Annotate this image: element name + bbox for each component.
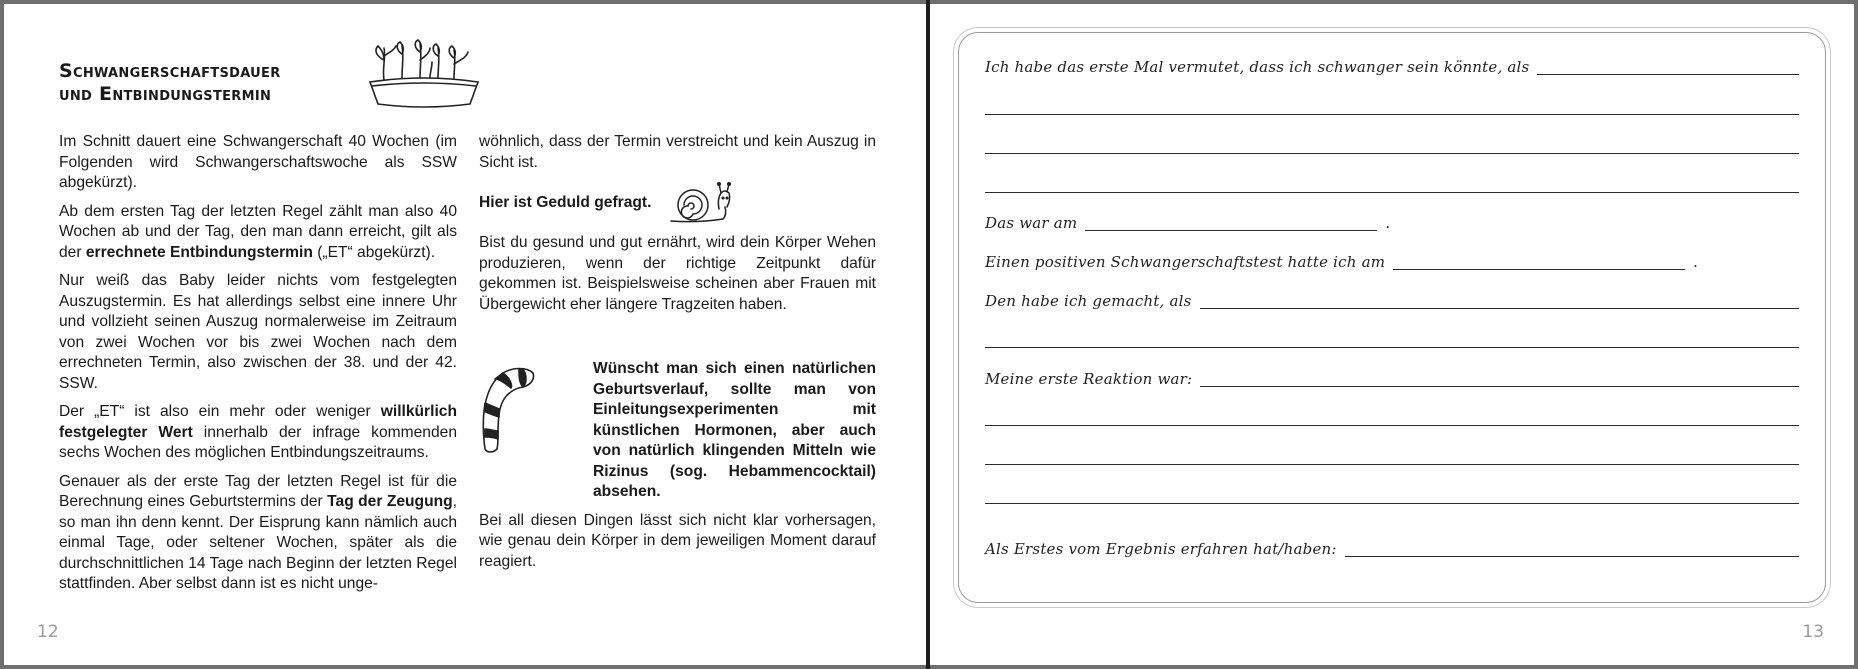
snail-icon [667, 181, 733, 225]
paragraph: Bist du gesund und gut ernährt, wird dein Körper Wehen produzieren, wenn der richtige Zeitpunkt dafür gekommen ist. Beispielsweise scheinen aber Frauen mit Übergewicht eher längere Tragzeiten haben. [479, 234, 876, 313]
write-line[interactable] [1200, 308, 1799, 309]
left-page [4, 4, 926, 665]
paragraph-text: Im Schnitt dauert eine Schwangerschaft 40 Wochen (im Folgenden wird Schwangerschaftswoche als SSW abgekürzt). [59, 133, 457, 191]
form-row [985, 56, 1799, 78]
form-row [985, 251, 1799, 273]
form-row [985, 485, 1799, 507]
form-row [985, 96, 1799, 118]
write-line[interactable] [985, 192, 1799, 193]
write-line[interactable] [985, 464, 1799, 465]
write-line[interactable] [1345, 556, 1799, 557]
paragraph-text: („ET“ abgekürzt). [312, 243, 436, 261]
form-prompt: Ich habe das erste Mal vermutet, dass ich schwanger sein könnte, als [985, 58, 1530, 76]
write-line[interactable] [985, 347, 1799, 348]
emphasis-text: Tag der Zeugung [327, 493, 453, 510]
paragraph-text: Nur weiß das Baby leider nichts vom festgelegten Auszugstermin. Es hat allerdings selbst eine innere Uhr und vollzieht seinen Auszug normalerweise im Zeitraum von zwei Wochen vor bis zwei Wochen nach dem errechneten Termin, also zwischen der 38. und der 42. SSW. [59, 272, 457, 392]
geduld-row [479, 181, 876, 225]
form-prompt: Den habe ich gemacht, als [985, 292, 1192, 310]
paragraph-text: innerhalb der infrage kommenden sechs Wochen des möglichen Entbindungszeitraums. [59, 423, 457, 461]
form-row [985, 135, 1799, 157]
emphasis-text: errechnete Entbindungstermin [85, 243, 313, 261]
form-prompt: Einen positiven Schwangerschaftstest hatte ich am [985, 253, 1386, 271]
boomerang-icon-wrap [479, 359, 581, 503]
paragraph-text: , so man ihn denn kennt. Der Eisprung kann nämlich auch einmal Tage, oder seltener Wochen, später als die durchschnittlichen 14 Tage nach Beginn der letzten Regel stattfinden. Aber selbst dann ist es nicht unge- [59, 493, 457, 592]
write-line[interactable] [1393, 269, 1685, 270]
form-row [985, 174, 1799, 196]
write-line[interactable] [985, 153, 1799, 154]
geduld-heading: Hier ist Geduld gefragt. [479, 193, 652, 211]
paragraph: Bei all diesen Dingen lässt sich nicht klar vorhersagen, wie genau dein Körper in dem jeweiligen Moment darauf reagiert. [479, 511, 876, 570]
title-line-2: und Entbindungstermin [59, 83, 272, 105]
form-row [985, 446, 1799, 468]
write-line[interactable] [1537, 74, 1799, 75]
paragraph [59, 202, 457, 264]
page-number: 13 [1802, 622, 1824, 642]
form-row [985, 329, 1799, 351]
write-line[interactable] [1200, 386, 1799, 387]
paragraph [59, 132, 457, 194]
text-column-left [59, 132, 457, 603]
emphasis-text: willkürlich festgelegter Wert [59, 403, 457, 441]
form-row [985, 290, 1799, 312]
title-line-1: Schwangerschaftsdauer [59, 60, 281, 82]
paragraph-text: Genauer als der erste Tag der letzten Regel ist für die Berechnung eines Geburtstermins der [59, 472, 457, 510]
paragraph: wöhnlich, dass der Termin verstreicht und kein Auszug in Sicht ist. [479, 133, 876, 171]
paragraph [59, 472, 457, 595]
form-prompt: Meine erste Reaktion war: [985, 370, 1193, 388]
period: . [1693, 253, 1698, 271]
form-prompt: Das war am [985, 214, 1078, 232]
text-column-right [479, 132, 876, 580]
write-line[interactable] [985, 503, 1799, 504]
form-row [985, 538, 1799, 560]
form-row [985, 212, 1799, 234]
paragraph [59, 402, 457, 464]
advice-text: Wünscht man sich einen natürlichen Geburtsverlauf, sollte man von Einleitungsexperimenten mit künstlichen Hormonen, aber auch von natürlich klingenden Mitteln wie Rizinus (sog. Hebammencocktail) absehen. [593, 360, 876, 500]
form-row [985, 407, 1799, 429]
period: . [1385, 214, 1391, 232]
planter-icon [362, 38, 488, 110]
boomerang-icon [479, 363, 537, 455]
page-number: 12 [37, 622, 59, 642]
write-line[interactable] [985, 425, 1799, 426]
paragraph [59, 271, 457, 394]
paragraph-text: Ab dem ersten Tag der letzten Regel zählt man also 40 Wochen ab und der Tag, den man dann erreicht, gilt als der [59, 202, 457, 261]
form-prompt: Als Erstes vom Ergebnis erfahren hat/haben: [985, 540, 1337, 558]
right-page [930, 4, 1854, 665]
form-row [985, 368, 1799, 390]
boomerang-block [479, 359, 876, 503]
write-line[interactable] [1085, 230, 1377, 231]
write-line[interactable] [985, 114, 1799, 115]
paragraph-text: Der „ET“ ist also ein mehr oder weniger [59, 403, 381, 420]
page-title [59, 60, 281, 106]
